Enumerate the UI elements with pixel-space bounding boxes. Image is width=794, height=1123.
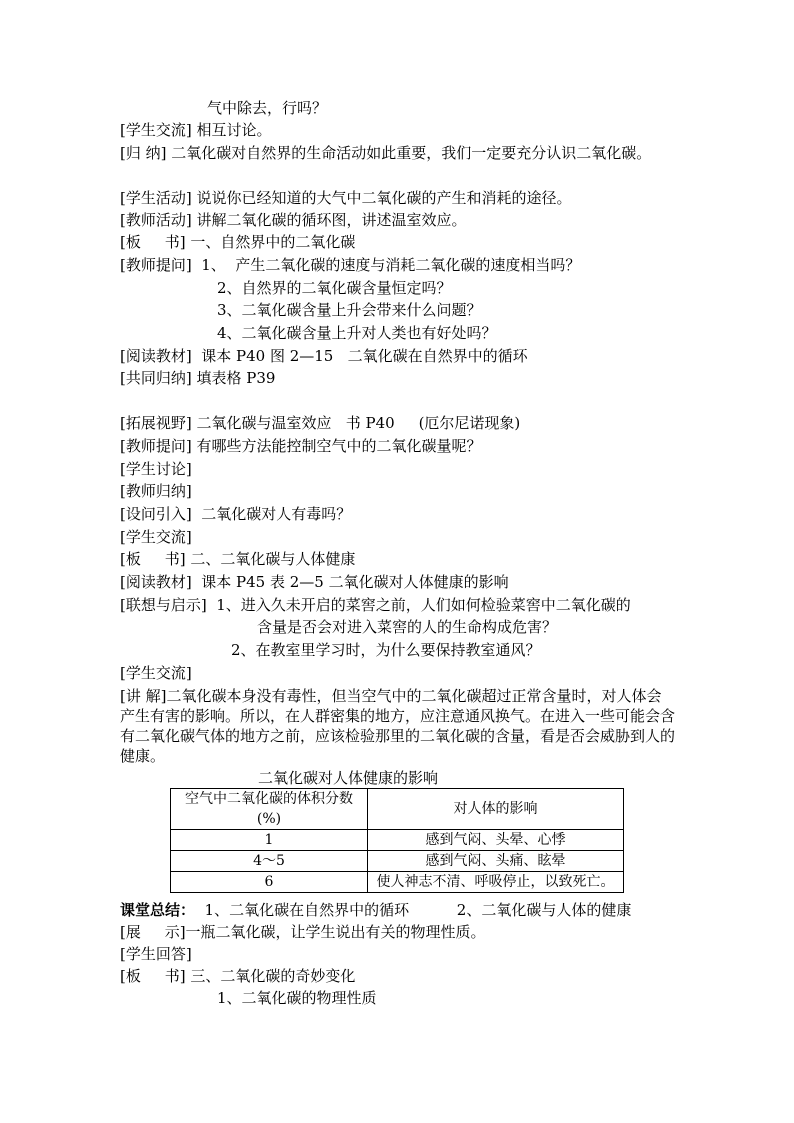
- table-cell: 使人神志不清、呼吸停止，以致死亡。: [368, 872, 624, 893]
- text-line: [教师活动] 讲解二氧化碳的循环图，讲述温室效应。: [120, 211, 467, 229]
- section-heading: [板 书] 二、二氧化碳与人体健康: [120, 550, 356, 568]
- text-line: [教师提问] 有哪些方法能控制空气中的二氧化碳量呢？: [120, 437, 482, 455]
- text-line: 2、在教室里学习时，为什么要保持教室通风？: [231, 641, 541, 659]
- table-cell: 1: [171, 830, 368, 851]
- text-paragraph: [讲 解]二氧化碳本身没有毒性，但当空气中的二氧化碳超过正常含量时，对人体会产生有害的影响。所以，在人群密集的地方，应注意通风换气。在进入一些可能会含有二氧化碳气体的地方之前，应该检验那里的二氧化碳的含量，看是否会威胁到人的健康。: [120, 687, 676, 765]
- text-line: [学生交流]: [120, 528, 192, 546]
- text-line: [学生活动] 说说你已经知道的大气中二氧化碳的产生和消耗的途径。: [120, 189, 572, 207]
- section-heading: [板 书] 三、二氧化碳的奇妙变化: [120, 967, 356, 985]
- table-cell: 感到气闷、头痛、眩晕: [368, 851, 624, 872]
- summary-text: 1、二氧化碳在自然界中的循环 2、二氧化碳与人体的健康: [195, 901, 632, 919]
- text-line: 1、二氧化碳的物理性质: [217, 989, 377, 1007]
- text-line: [展 示]一瓶二氧化碳，让学生说出有关的物理性质。: [120, 923, 486, 941]
- text-line: 含量是否会对进入菜窖的人的生命构成危害？: [257, 618, 558, 636]
- table-row: [171, 830, 624, 851]
- table-header-cell: 对人体的影响: [368, 789, 624, 830]
- text-line: [教师提问] 1、 产生二氧化碳的速度与消耗二氧化碳的速度相当吗？: [120, 256, 581, 274]
- table-cell: 6: [171, 872, 368, 893]
- text-line: [学生讨论]: [120, 460, 192, 478]
- text-line: [阅读教材] 课本 P40 图 2—15 二氧化碳在自然界中的循环: [120, 347, 528, 365]
- text-line: [学生回答]: [120, 945, 192, 963]
- health-effects-table: [170, 788, 624, 893]
- text-line: 气中除去，行吗？: [207, 99, 328, 117]
- table-cell: 4～5: [171, 851, 368, 872]
- table-cell: 感到气闷、头晕、心悸: [368, 830, 624, 851]
- text-line: 2、自然界的二氧化碳含量恒定吗？: [217, 279, 452, 297]
- section-heading: [板 书] 一、自然界中的二氧化碳: [120, 233, 356, 251]
- text-line: [学生交流]: [120, 664, 192, 682]
- text-line: [教师归纳]: [120, 482, 192, 500]
- summary-label: 课堂总结：: [120, 901, 196, 919]
- text-line: 3、二氧化碳含量上升会带来什么问题？: [217, 301, 482, 319]
- table-header-row: [171, 789, 624, 830]
- text-line: [学生交流] 相互讨论。: [120, 121, 272, 139]
- text-line: 4、二氧化碳含量上升对人类也有好处吗？: [217, 324, 497, 342]
- table-header-cell: 空气中二氧化碳的体积分数(%): [171, 789, 368, 830]
- text-paragraph: [归 纳] 二氧化碳对自然界的生命活动如此重要，我们一定要充分认识二氧化碳。: [120, 144, 652, 162]
- text-line: [设问引入] 二氧化碳对人有毒吗？: [120, 505, 352, 523]
- summary-line: [120, 900, 631, 920]
- table-caption: 二氧化碳对人体健康的影响: [258, 769, 439, 787]
- text-line: [阅读教材] 课本 P45 表 2—5 二氧化碳对人体健康的影响: [120, 573, 509, 591]
- table-row: [171, 851, 624, 872]
- table-row: [171, 872, 624, 893]
- text-line: [拓展视野] 二氧化碳与温室效应 书 P40 (厄尔尼诺现象): [120, 414, 521, 432]
- text-line: [联想与启示] 1、进入久未开启的菜窖之前，人们如何检验菜窖中二氧化碳的: [120, 596, 631, 614]
- text-line: [共同归纳] 填表格 P39: [120, 369, 276, 387]
